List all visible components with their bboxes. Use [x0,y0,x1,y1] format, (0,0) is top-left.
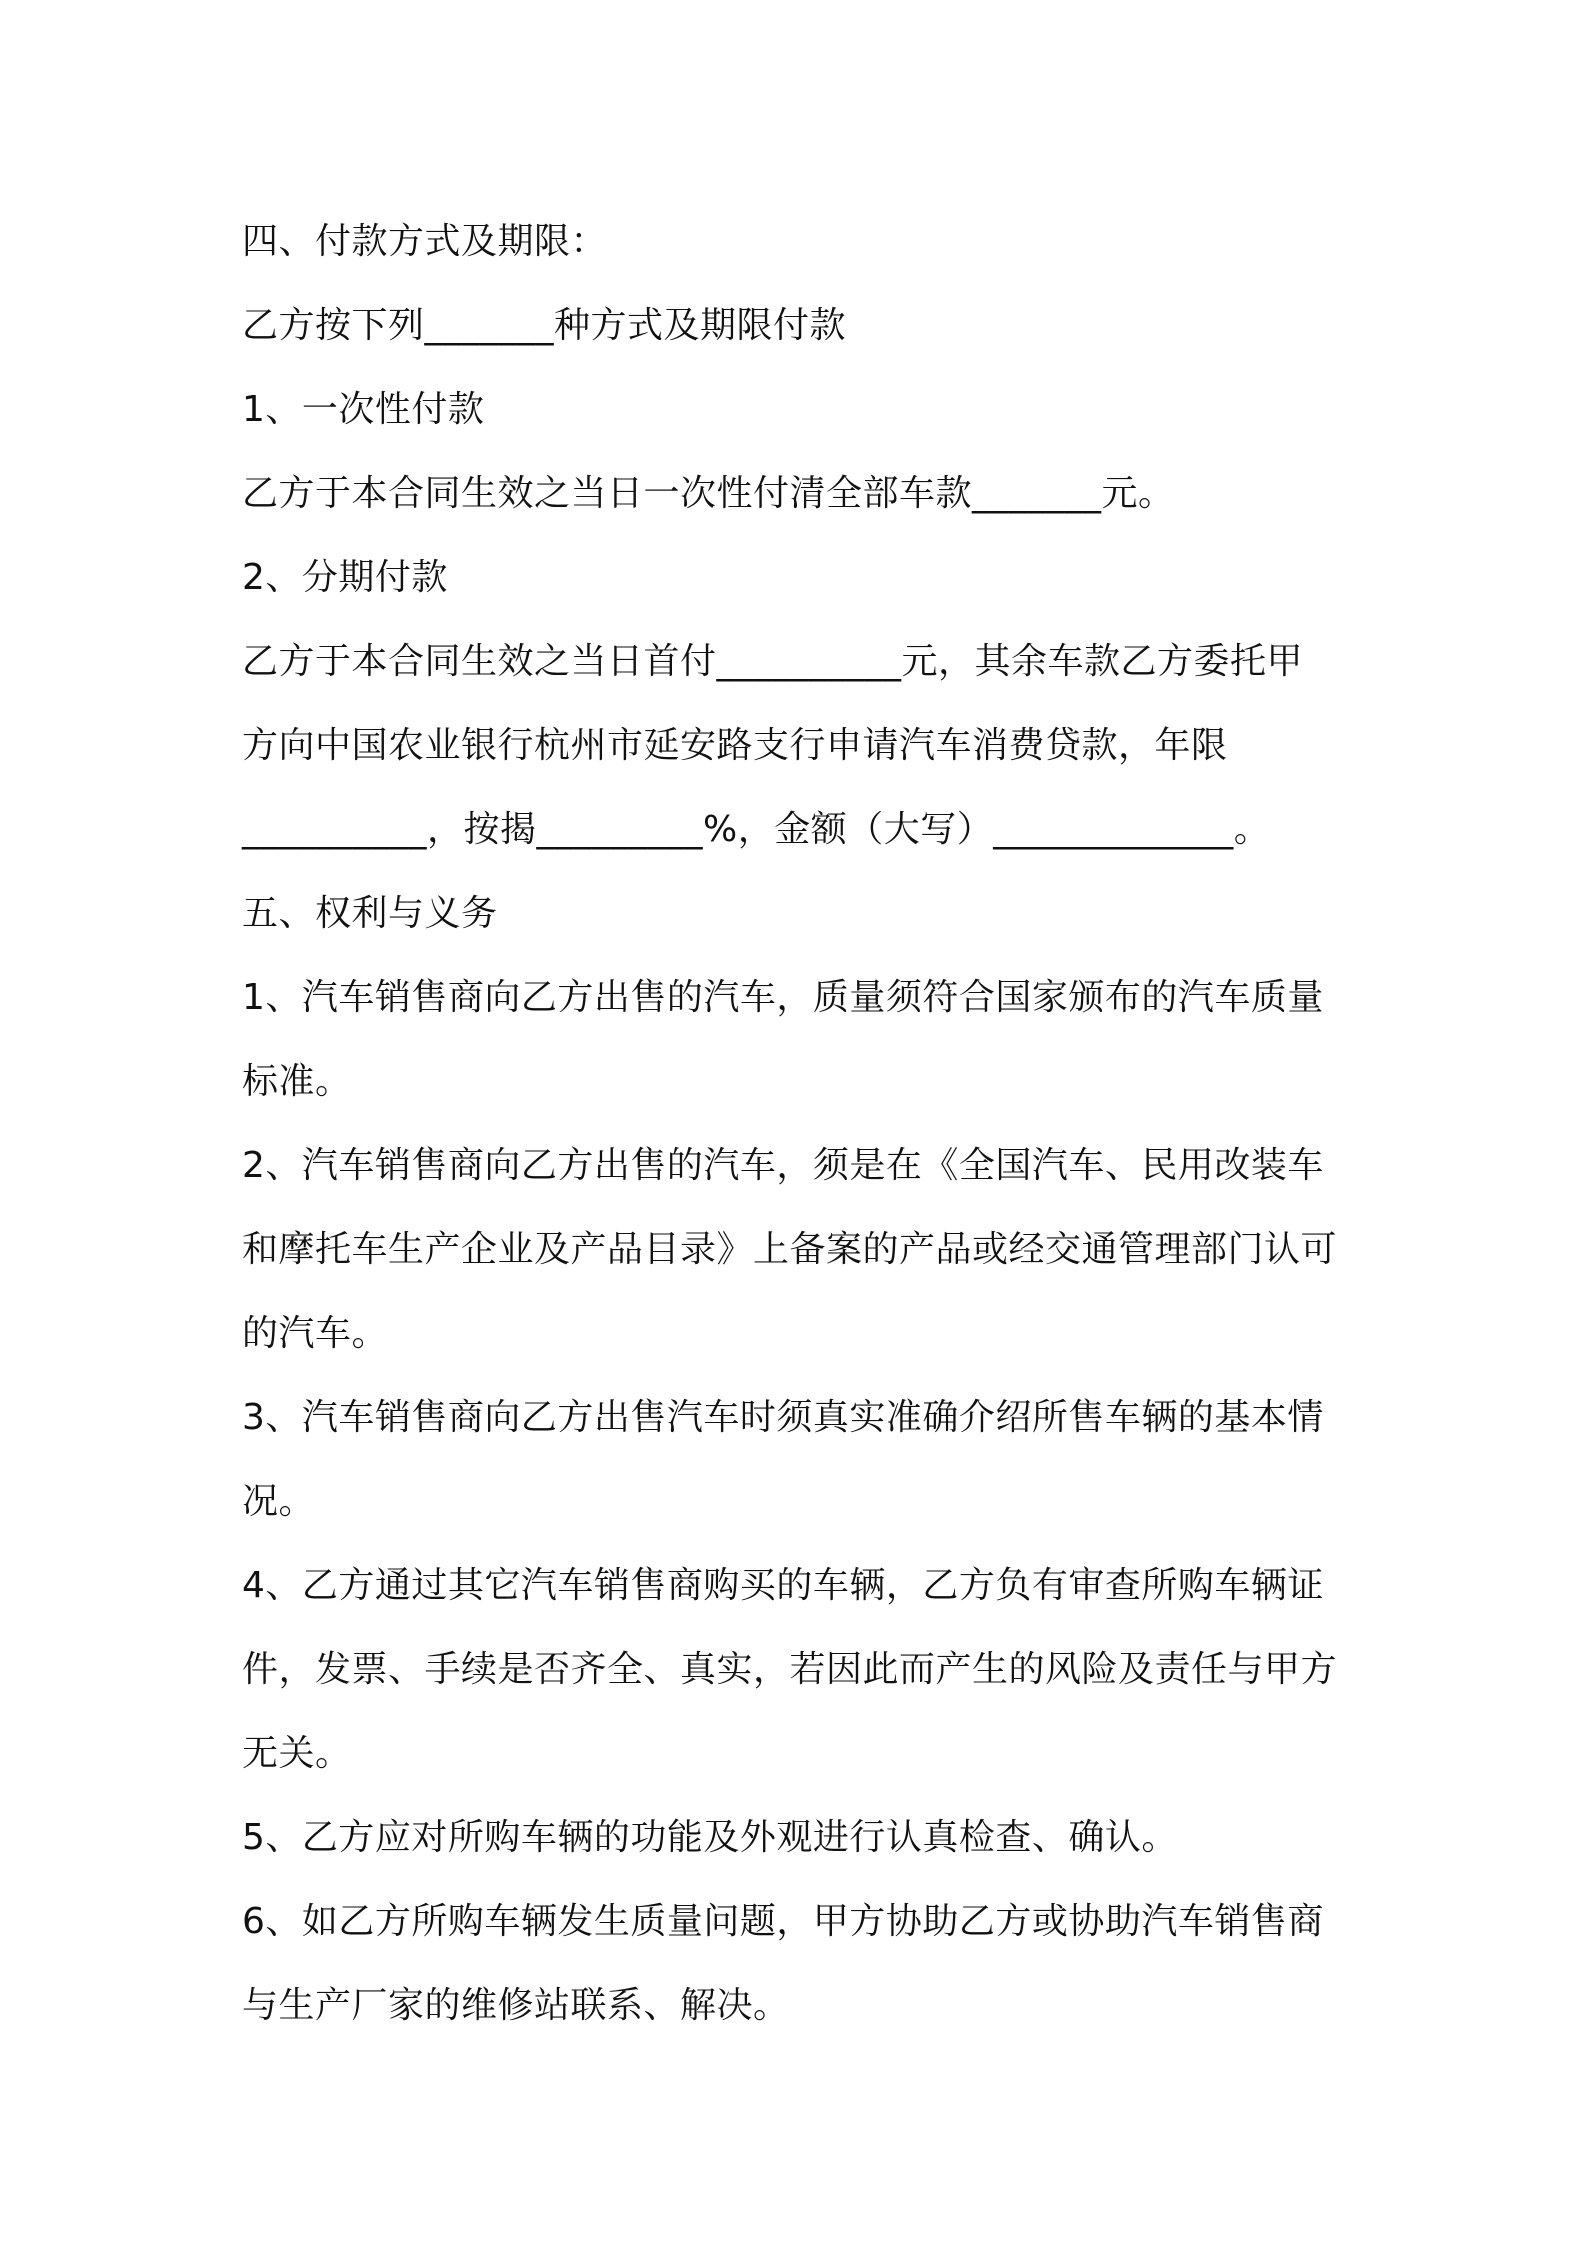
rights-item-1-line-2: 标准。 [242,1061,352,1102]
rights-item-2-line-3: 的汽车。 [242,1313,389,1354]
rights-item-4-line-3: 无关。 [242,1733,352,1774]
payment-method-line: 乙方按下列_______种方式及期限付款 [242,305,847,346]
installment-text-line-2: 方向中国农业银行杭州市延安路支行申请汽车消费贷款，年限 [242,725,1228,766]
payment-option-installment: 2、分期付款 [242,557,448,598]
lump-sum-text: 乙方于本合同生效之当日一次性付清全部车款_______元。 [242,473,1175,514]
rights-item-4-line-1: 4、乙方通过其它汽车销售商购买的车辆，乙方负有审查所购车辆证 [242,1565,1324,1606]
rights-item-4-line-2: 件，发票、手续是否齐全、真实，若因此而产生的风险及责任与甲方 [242,1649,1338,1690]
rights-item-6-line-1: 6、如乙方所购车辆发生质量问题，甲方协助乙方或协助汽车销售商 [242,1901,1324,1942]
document-body [242,200,1357,2048]
rights-item-6-line-2: 与生产厂家的维修站联系、解决。 [242,1985,790,2026]
installment-text-line-3: __________，按揭_________%，金额（大写）_____________。 [242,809,1271,850]
rights-item-2-line-1: 2、汽车销售商向乙方出售的汽车，须是在《全国汽车、民用改装车 [242,1145,1324,1186]
rights-item-5: 5、乙方应对所购车辆的功能及外观进行认真检查、确认。 [242,1817,1178,1858]
rights-item-1-line-1: 1、汽车销售商向乙方出售的汽车，质量须符合国家颁布的汽车质量 [242,977,1324,1018]
installment-text-line-1: 乙方于本合同生效之当日首付__________元，其余车款乙方委托甲 [242,641,1304,682]
payment-option-lump-sum: 1、一次性付款 [242,389,485,430]
section-heading-payment: 四、付款方式及期限： [242,221,608,262]
rights-item-3-line-2: 况。 [242,1481,316,1522]
section-heading-rights: 五、权利与义务 [242,893,498,934]
rights-item-3-line-1: 3、汽车销售商向乙方出售汽车时须真实准确介绍所售车辆的基本情 [242,1397,1324,1438]
rights-item-2-line-2: 和摩托车生产企业及产品目录》上备案的产品或经交通管理部门认可 [242,1229,1338,1270]
